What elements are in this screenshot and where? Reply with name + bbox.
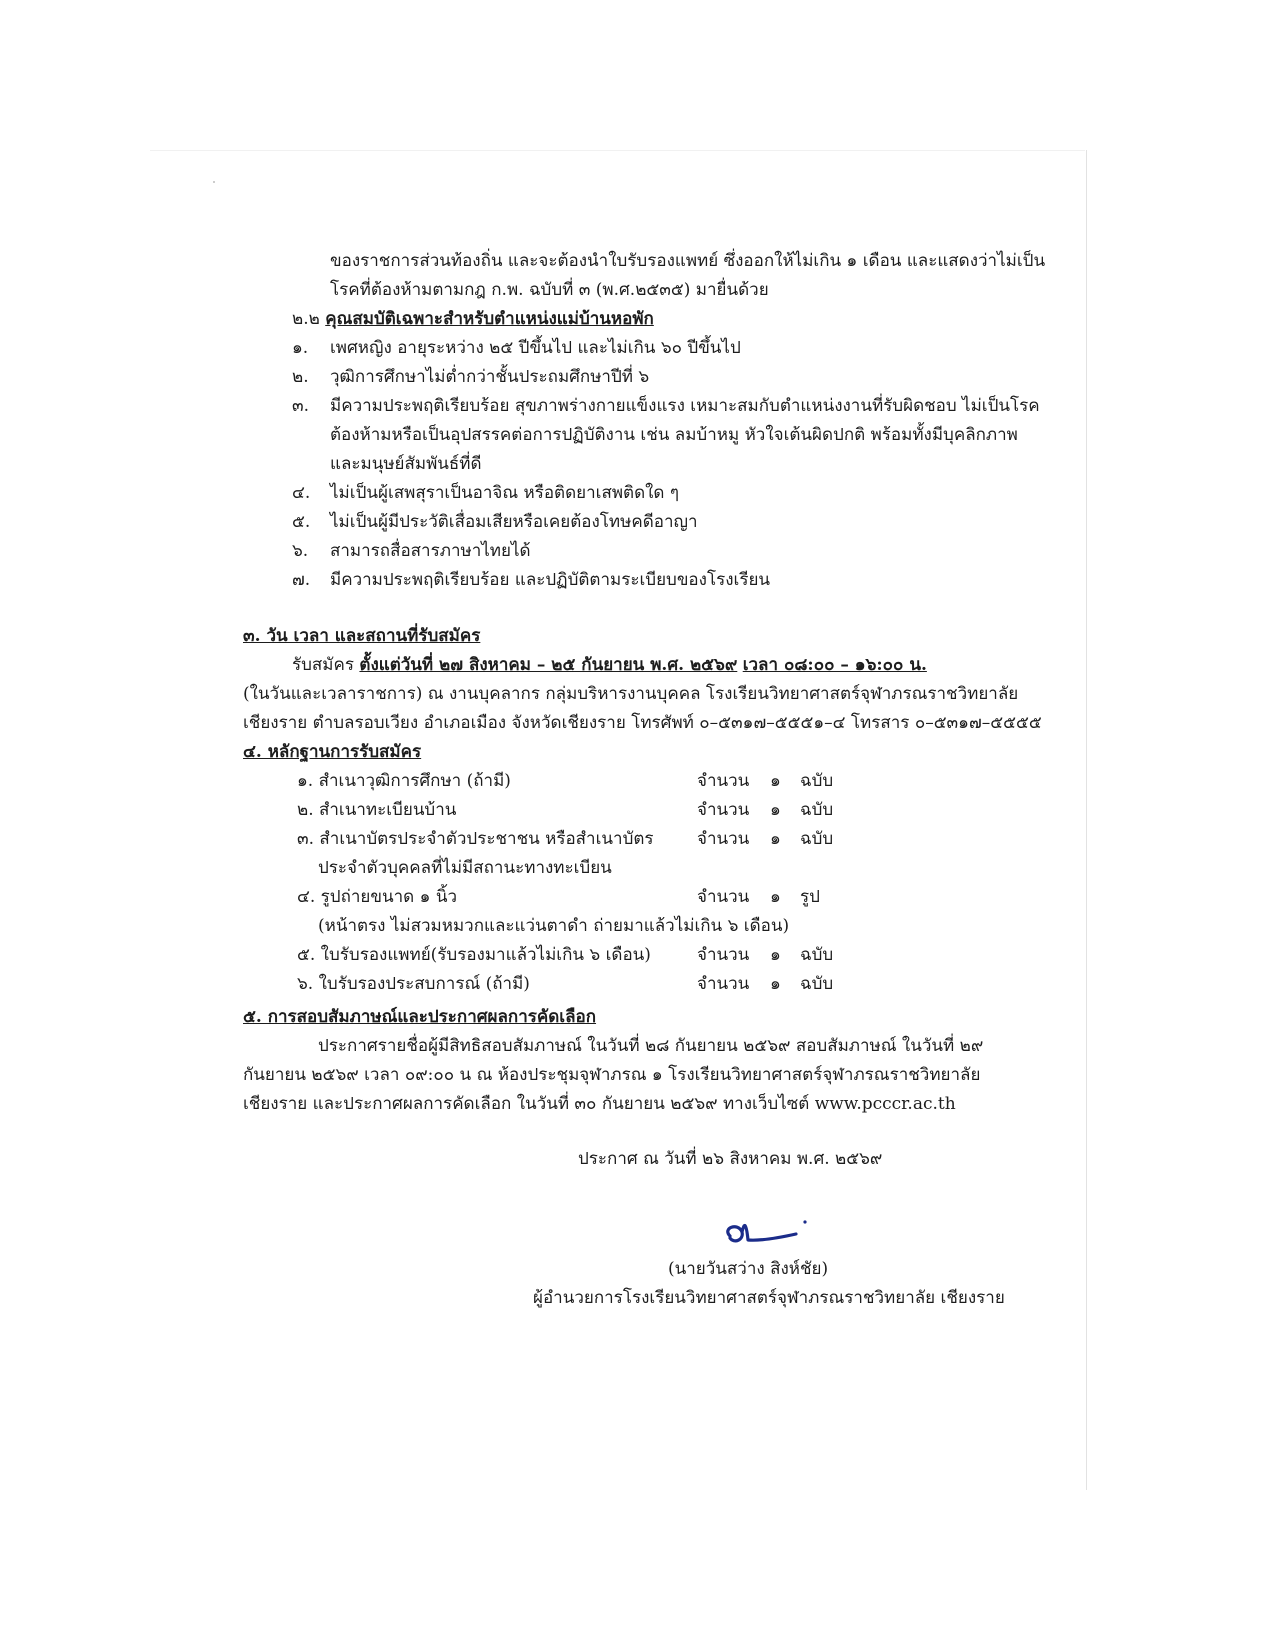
qual-item-num: ๕.: [292, 512, 311, 532]
announce-date: ประกาศ ณ วันที่ ๒๖ สิงหาคม พ.ศ. ๒๕๖๙: [578, 1149, 883, 1169]
qual-item-text: ไม่เป็นผู้เสพสุราเป็นอาจิณ หรือติดยาเสพติดใด ๆ: [330, 483, 679, 503]
section3-dates: ตั้งแต่วันที่ ๒๗ สิงหาคม – ๒๕ กันยายน พ.ศ. ๒๕๖๙: [359, 655, 738, 675]
evidence-qty: ๑: [770, 771, 781, 791]
evidence-name: ๑. สำเนาวุฒิการศึกษา (ถ้ามี): [297, 771, 511, 791]
evidence-unit: ฉบับ: [800, 829, 834, 849]
evidence-name-cont: ประจำตัวบุคคลที่ไม่มีสถานะทางทะเบียน: [318, 858, 612, 878]
evidence-amount-label: จำนวน: [697, 800, 750, 820]
section5-heading: ๕. การสอบสัมภาษณ์และประกาศผลการคัดเลือก: [243, 1007, 597, 1027]
qual-item-num: ๗.: [292, 570, 311, 590]
qual-item-num: ๑.: [292, 338, 309, 358]
qual-item-text: วุฒิการศึกษาไม่ต่ำกว่าชั้นประถมศึกษาปีที่ ๖: [330, 367, 650, 387]
section3-line2: (ในวันและเวลาราชการ) ณ งานบุคลากร กลุ่มบริหารงานบุคคล โรงเรียนวิทยาศาสตร์จุฬาภรณราชวิทยาลัย: [243, 684, 1019, 704]
qual-item-text: สามารถสื่อสารภาษาไทยได้: [330, 541, 531, 561]
signer-title: ผู้อำนวยการโรงเรียนวิทยาศาสตร์จุฬาภรณราชวิทยาลัย เชียงราย: [533, 1288, 1005, 1308]
evidence-unit: รูป: [800, 887, 820, 907]
evidence-name-cont: (หน้าตรง ไม่สวมหมวกและแว่นตาดำ ถ่ายมาแล้วไม่เกิน ๖ เดือน): [318, 916, 790, 936]
evidence-amount-label: จำนวน: [697, 829, 750, 849]
evidence-name: ๔. รูปถ่ายขนาด ๑ นิ้ว: [297, 887, 457, 907]
scan-edge-right: [1086, 150, 1087, 1490]
qual-item-num: ๓.: [292, 396, 310, 416]
qual-item-5: [292, 511, 698, 533]
section3-prefix: รับสมัคร: [292, 655, 355, 675]
section22-heading: คุณสมบัติเฉพาะสำหรับตำแหน่งแม่บ้านหอพัก: [325, 309, 654, 329]
qual-item-7: [292, 569, 771, 591]
section4-heading: ๔. หลักฐานการรับสมัคร: [243, 742, 422, 762]
section22-heading-line: [292, 308, 654, 330]
section3-time: เวลา ๐๘:๐๐ – ๑๖:๐๐ น.: [742, 655, 927, 675]
qual-item-num: ๖.: [292, 541, 309, 561]
qual-item-text: มีความประพฤติเรียบร้อย สุขภาพร่างกายแข็งแรง เหมาะสมกับตำแหน่งงานที่รับผิดชอบ ไม่เป็นโรค: [330, 396, 1040, 416]
evidence-amount-label: จำนวน: [697, 974, 750, 994]
evidence-name: ๖. ใบรับรองประสบการณ์ (ถ้ามี): [297, 974, 530, 994]
section2-cont-line2: โรคที่ต้องห้ามตามกฎ ก.พ. ฉบับที่ ๓ (พ.ศ.๒๕๓๕) มายื่นด้วย: [330, 280, 769, 300]
scan-edge-top: [150, 150, 1085, 151]
evidence-unit: ฉบับ: [800, 800, 834, 820]
evidence-amount-label: จำนวน: [697, 945, 750, 965]
evidence-unit: ฉบับ: [800, 771, 834, 791]
qual-item-2: [292, 366, 650, 388]
evidence-unit: ฉบับ: [800, 974, 834, 994]
section3-line1: [292, 654, 927, 676]
qual-item-3-cont2: และมนุษย์สัมพันธ์ที่ดี: [330, 454, 482, 474]
evidence-unit: ฉบับ: [800, 945, 834, 965]
evidence-name: ๓. สำเนาบัตรประจำตัวประชาชน หรือสำเนาบัตร: [297, 829, 654, 849]
section5-line1: ประกาศรายชื่อผู้มีสิทธิสอบสัมภาษณ์ ในวันที่ ๒๘ กันยายน ๒๕๖๙ สอบสัมภาษณ์ ในวันที่ ๒๙: [318, 1036, 984, 1056]
scan-speck: [213, 181, 215, 183]
section3-line3: เชียงราย ตำบลรอบเวียง อำเภอเมือง จังหวัดเชียงราย โทรศัพท์ ๐–๕๓๑๗–๕๕๕๑–๔ โทรสาร ๐–๕๓๑๗–๕๕๕๕: [243, 713, 1042, 733]
evidence-amount-label: จำนวน: [697, 771, 750, 791]
evidence-qty: ๑: [770, 800, 781, 820]
evidence-qty: ๑: [770, 945, 781, 965]
evidence-amount-label: จำนวน: [697, 887, 750, 907]
evidence-qty: ๑: [770, 829, 781, 849]
evidence-qty: ๑: [770, 974, 781, 994]
section3-heading: ๓. วัน เวลา และสถานที่รับสมัคร: [243, 626, 481, 646]
section5-line2: กันยายน ๒๕๖๙ เวลา ๐๙:๐๐ น ณ ห้องประชุมจุฬาภรณ ๑ โรงเรียนวิทยาศาสตร์จุฬาภรณราชวิทยาลัย: [243, 1065, 981, 1085]
evidence-qty: ๑: [770, 887, 781, 907]
qual-item-num: ๔.: [292, 483, 311, 503]
section5-line3: เชียงราย และประกาศผลการคัดเลือก ในวันที่ ๓๐ กันยายน ๒๕๖๙ ทางเว็บไซต์ www.pcccr.ac.th: [243, 1094, 956, 1114]
qual-item-text: เพศหญิง อายุระหว่าง ๒๕ ปีขึ้นไป และไม่เกิน ๖๐ ปีขึ้นไป: [330, 338, 741, 358]
qual-item-6: [292, 540, 531, 562]
section22-number: ๒.๒: [292, 309, 320, 329]
evidence-name: ๒. สำเนาทะเบียนบ้าน: [297, 800, 457, 820]
qual-item-3: [292, 395, 1040, 417]
qual-item-1: [292, 337, 741, 359]
evidence-name: ๕. ใบรับรองแพทย์(รับรองมาแล้วไม่เกิน ๖ เดือน): [297, 945, 651, 965]
qual-item-4: [292, 482, 679, 504]
qual-item-text: ไม่เป็นผู้มีประวัติเสื่อมเสียหรือเคยต้องโทษคดีอาญา: [330, 512, 698, 532]
qual-item-3-cont1: ต้องห้ามหรือเป็นอุปสรรคต่อการปฏิบัติงาน เช่น ลมบ้าหมู หัวใจเต้นผิดปกติ พร้อมทั้งมีบุคลิกภาพ: [330, 425, 1018, 445]
section2-cont-line1: ของราชการส่วนท้องถิ่น และจะต้องนำใบรับรองแพทย์ ซึ่งออกให้ไม่เกิน ๑ เดือน และแสดงว่าไม่เป็น: [330, 251, 1046, 271]
qual-item-num: ๒.: [292, 367, 309, 387]
signer-name: (นายวันสว่าง สิงห์ชัย): [668, 1259, 829, 1279]
qual-item-text: มีความประพฤติเรียบร้อย และปฏิบัติตามระเบียบของโรงเรียน: [330, 570, 771, 590]
signature-image: [720, 1214, 810, 1254]
